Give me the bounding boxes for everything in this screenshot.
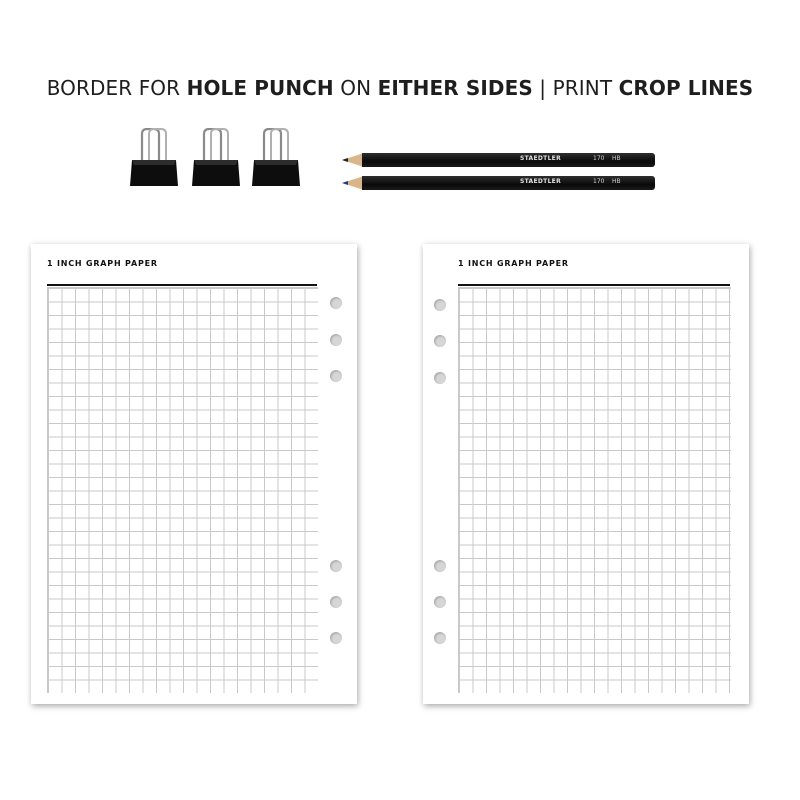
pencil-icon (340, 176, 655, 190)
punch-hole-icon (434, 560, 446, 572)
headline-part: | PRINT (532, 76, 619, 100)
graph-grid (47, 287, 318, 693)
pencil-grade: HB (612, 178, 621, 185)
punch-hole-icon (330, 560, 342, 572)
title-rule (458, 284, 730, 286)
punch-hole-icon (330, 370, 342, 382)
sheet-title: 1 INCH GRAPH PAPER (458, 259, 569, 268)
pencil-grade: HB (612, 155, 621, 162)
graph-grid (458, 287, 731, 693)
punch-hole-icon (434, 299, 446, 311)
pencil-number: 170 (593, 178, 605, 185)
punch-hole-icon (330, 632, 342, 644)
punch-hole-icon (330, 297, 342, 309)
pencil-brand: STAEDTLER (520, 155, 562, 162)
punch-hole-icon (434, 335, 446, 347)
pencil-brand: STAEDTLER (520, 178, 562, 185)
punch-hole-icon (434, 632, 446, 644)
binder-clip-icon (250, 128, 302, 190)
punch-hole-icon (330, 596, 342, 608)
headline-emphasis: HOLE PUNCH (186, 76, 334, 100)
sheet-title: 1 INCH GRAPH PAPER (47, 259, 158, 268)
punch-hole-icon (330, 334, 342, 346)
headline (0, 76, 800, 100)
punch-hole-icon (434, 596, 446, 608)
headline-emphasis: CROP LINES (618, 76, 754, 100)
title-rule (47, 284, 317, 286)
headline-part: ON (333, 76, 378, 100)
graph-paper-sheet-right (423, 244, 749, 704)
graph-paper-sheet-left (31, 244, 357, 704)
headline-emphasis: EITHER SIDES (377, 76, 533, 100)
pencil-number: 170 (593, 155, 605, 162)
punch-hole-icon (434, 372, 446, 384)
binder-clip-icon (190, 128, 242, 190)
pencil-icon (340, 153, 655, 167)
binder-clip-icon (128, 128, 180, 190)
headline-part: BORDER FOR (46, 76, 187, 100)
